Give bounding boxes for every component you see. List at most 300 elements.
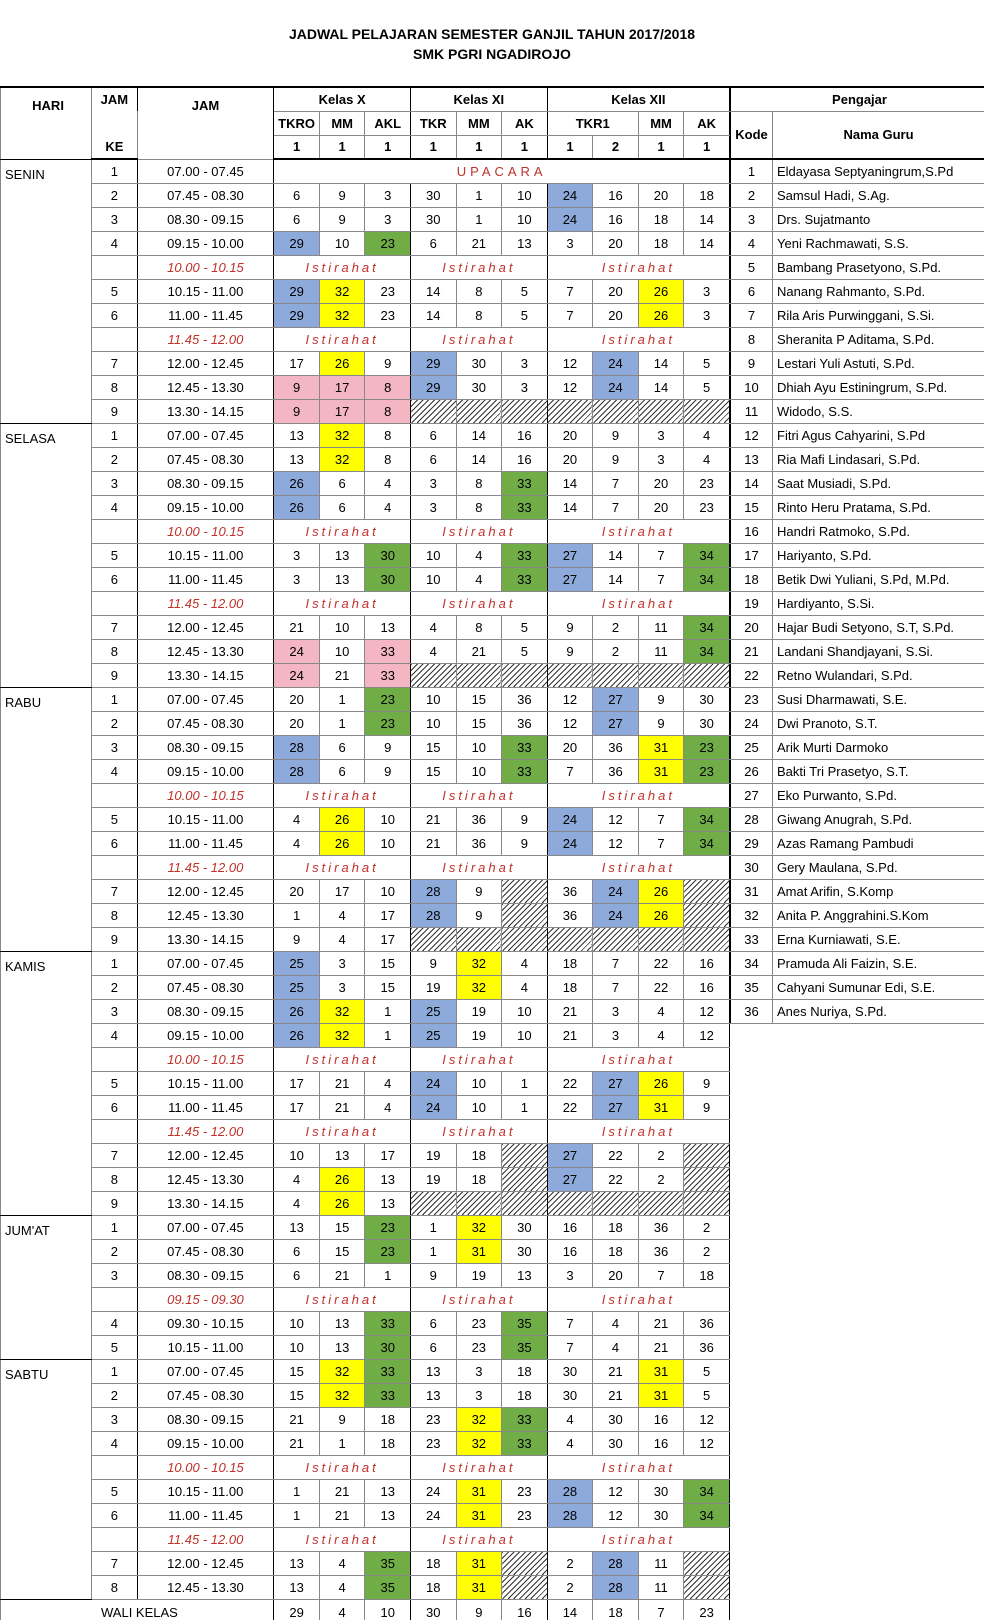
cell-ak-xi bbox=[502, 399, 548, 423]
schedule-row bbox=[1, 639, 730, 663]
teacher-row bbox=[731, 327, 984, 351]
cell-tkr1-2: 20 bbox=[593, 231, 639, 255]
cell-tkr1-1: 2 bbox=[547, 1551, 593, 1575]
teacher-kode: 3 bbox=[731, 207, 773, 231]
cell-akl: 23 bbox=[365, 687, 411, 711]
teacher-nama: Pramuda Ali Faizin, S.E. bbox=[773, 951, 984, 975]
period-number: 8 bbox=[92, 639, 138, 663]
cell-tkr bbox=[411, 399, 457, 423]
cell-mm-x: 17 bbox=[319, 375, 365, 399]
cell-tkro: 9 bbox=[274, 375, 320, 399]
cell-tkr1-1: 28 bbox=[547, 1503, 593, 1527]
cell-tkr1-1: 21 bbox=[547, 999, 593, 1023]
cell-tkr1-2: 4 bbox=[593, 1311, 639, 1335]
teacher-row bbox=[731, 711, 984, 735]
cell-ak-xii: 34 bbox=[684, 639, 730, 663]
schedule-row bbox=[1, 1503, 730, 1527]
cell-akl: 30 bbox=[365, 567, 411, 591]
cell-ak-xii: 14 bbox=[684, 231, 730, 255]
teacher-nama: Anita P. Anggrahini.S.Kom bbox=[773, 903, 984, 927]
cell-mm-xi: 3 bbox=[456, 1383, 502, 1407]
schedule-row bbox=[1, 303, 730, 327]
cell-ak-xii bbox=[684, 1575, 730, 1599]
period-number: 4 bbox=[92, 759, 138, 783]
cell-ak-xi: 23 bbox=[502, 1479, 548, 1503]
teacher-kode: 17 bbox=[731, 543, 773, 567]
teacher-kode: 31 bbox=[731, 879, 773, 903]
pengajar-title: Pengajar bbox=[731, 87, 984, 111]
istirahat-label: Istirahat bbox=[547, 1287, 729, 1311]
header-row-classes bbox=[1, 111, 730, 135]
cell-tkr1-2: 36 bbox=[593, 735, 639, 759]
cell-mm-x: 10 bbox=[319, 231, 365, 255]
cell-tkr1-2: 18 bbox=[593, 1215, 639, 1239]
period-time: 13.30 - 14.15 bbox=[137, 399, 274, 423]
period-number: 8 bbox=[92, 1575, 138, 1599]
cell-mm-xi: 8 bbox=[456, 615, 502, 639]
cell-mm-xii: 16 bbox=[638, 1431, 684, 1455]
cell-mm-x: 21 bbox=[319, 1071, 365, 1095]
schedule-row bbox=[1, 1335, 730, 1359]
teacher-row bbox=[731, 927, 984, 951]
istirahat-label: Istirahat bbox=[547, 1119, 729, 1143]
cell-tkro: 17 bbox=[274, 1095, 320, 1119]
teacher-kode: 1 bbox=[731, 159, 773, 183]
cell-tkr1-2: 3 bbox=[593, 999, 639, 1023]
cell-ak-xii: 36 bbox=[684, 1311, 730, 1335]
break-row bbox=[1, 783, 730, 807]
schedule-row bbox=[1, 1239, 730, 1263]
teacher-row bbox=[731, 735, 984, 759]
cell-ak-xi: 33 bbox=[502, 471, 548, 495]
cell-mm-xii: 9 bbox=[638, 687, 684, 711]
period-number bbox=[92, 255, 138, 279]
break-row bbox=[1, 1527, 730, 1551]
teacher-nama: Hajar Budi Setyono, S.T, S.Pd. bbox=[773, 615, 984, 639]
header-rombel: 1 bbox=[684, 135, 730, 159]
cell-tkr: 6 bbox=[411, 1311, 457, 1335]
teacher-nama: Nanang Rahmanto, S.Pd. bbox=[773, 279, 984, 303]
cell-tkr: 28 bbox=[411, 903, 457, 927]
istirahat-label: Istirahat bbox=[411, 1287, 548, 1311]
cell-mm-xi: 8 bbox=[456, 303, 502, 327]
cell-tkro: 13 bbox=[274, 447, 320, 471]
cell-tkr1-2: 21 bbox=[593, 1383, 639, 1407]
teacher-kode: 32 bbox=[731, 903, 773, 927]
teacher-kode: 19 bbox=[731, 591, 773, 615]
schedule-row bbox=[1, 1023, 730, 1047]
period-number: 3 bbox=[92, 735, 138, 759]
cell-tkro: 15 bbox=[274, 1359, 320, 1383]
cell-ak-xii: 30 bbox=[684, 687, 730, 711]
period-time: 09.15 - 10.00 bbox=[137, 231, 274, 255]
cell-ak-xi: 33 bbox=[502, 735, 548, 759]
schedule-table bbox=[0, 86, 730, 1620]
cell-ak-xi: 18 bbox=[502, 1383, 548, 1407]
istirahat-label: Istirahat bbox=[547, 855, 729, 879]
teacher-kode: 35 bbox=[731, 975, 773, 999]
cell-tkr1-1: 7 bbox=[547, 279, 593, 303]
cell-ak-xii: 34 bbox=[684, 543, 730, 567]
cell-ak-xi: 9 bbox=[502, 831, 548, 855]
header-class-mm-xii: MM bbox=[638, 111, 684, 135]
cell-mm-xii: 36 bbox=[638, 1239, 684, 1263]
cell-tkr: 15 bbox=[411, 759, 457, 783]
schedule-row bbox=[1, 903, 730, 927]
period-time: 09.15 - 10.00 bbox=[137, 1023, 274, 1047]
period-number: 4 bbox=[92, 1023, 138, 1047]
schedule-row bbox=[1, 543, 730, 567]
cell-mm-xi: 31 bbox=[456, 1479, 502, 1503]
teacher-kode: 5 bbox=[731, 255, 773, 279]
cell-mm-xi: 31 bbox=[456, 1575, 502, 1599]
wali-kelas-value: 18 bbox=[593, 1599, 639, 1620]
cell-mm-xii: 21 bbox=[638, 1311, 684, 1335]
period-number: 3 bbox=[92, 207, 138, 231]
schedule-row bbox=[1, 1191, 730, 1215]
cell-mm-x: 4 bbox=[319, 927, 365, 951]
teacher-row bbox=[731, 183, 984, 207]
period-number: 7 bbox=[92, 615, 138, 639]
period-time: 11.00 - 11.45 bbox=[137, 831, 274, 855]
break-time: 11.45 - 12.00 bbox=[137, 1527, 274, 1551]
cell-tkro: 13 bbox=[274, 1215, 320, 1239]
cell-tkr: 15 bbox=[411, 735, 457, 759]
period-time: 07.00 - 07.45 bbox=[137, 951, 274, 975]
schedule-row bbox=[1, 879, 730, 903]
cell-tkr1-2: 27 bbox=[593, 687, 639, 711]
schedule-row bbox=[1, 1263, 730, 1287]
cell-mm-xii bbox=[638, 399, 684, 423]
cell-ak-xi: 33 bbox=[502, 567, 548, 591]
break-time: 10.00 - 10.15 bbox=[137, 1047, 274, 1071]
cell-mm-xii: 22 bbox=[638, 951, 684, 975]
period-number bbox=[92, 327, 138, 351]
cell-mm-x: 15 bbox=[319, 1239, 365, 1263]
period-number: 5 bbox=[92, 1071, 138, 1095]
cell-tkr1-1: 12 bbox=[547, 687, 593, 711]
cell-tkr: 24 bbox=[411, 1071, 457, 1095]
schedule-row bbox=[1, 1167, 730, 1191]
cell-ak-xi: 10 bbox=[502, 1023, 548, 1047]
cell-mm-xi: 21 bbox=[456, 231, 502, 255]
teacher-nama: Bakti Tri Prasetyo, S.T. bbox=[773, 759, 984, 783]
cell-tkr: 19 bbox=[411, 1143, 457, 1167]
cell-tkr: 14 bbox=[411, 303, 457, 327]
teacher-row bbox=[731, 303, 984, 327]
cell-tkr1-1: 18 bbox=[547, 975, 593, 999]
istirahat-label: Istirahat bbox=[411, 783, 548, 807]
cell-tkr1-2: 36 bbox=[593, 759, 639, 783]
cell-ak-xi: 16 bbox=[502, 423, 548, 447]
cell-akl: 15 bbox=[365, 951, 411, 975]
cell-mm-xi: 19 bbox=[456, 1023, 502, 1047]
teacher-nama: Cahyani Sumunar Edi, S.E. bbox=[773, 975, 984, 999]
period-number: 9 bbox=[92, 663, 138, 687]
break-row bbox=[1, 855, 730, 879]
cell-mm-x: 32 bbox=[319, 303, 365, 327]
teacher-row bbox=[731, 423, 984, 447]
cell-tkr1-1: 16 bbox=[547, 1215, 593, 1239]
teacher-row bbox=[731, 639, 984, 663]
cell-ak-xi: 10 bbox=[502, 183, 548, 207]
schedule-row bbox=[1, 927, 730, 951]
cell-tkr1-1: 27 bbox=[547, 1167, 593, 1191]
schedule-row bbox=[1, 495, 730, 519]
teacher-kode: 14 bbox=[731, 471, 773, 495]
cell-tkr1-2: 16 bbox=[593, 207, 639, 231]
cell-tkr1-1: 12 bbox=[547, 375, 593, 399]
cell-mm-xi bbox=[456, 927, 502, 951]
teacher-nama: Rinto Heru Pratama, S.Pd. bbox=[773, 495, 984, 519]
cell-tkro: 21 bbox=[274, 1431, 320, 1455]
istirahat-label: Istirahat bbox=[411, 1455, 548, 1479]
break-time: 10.00 - 10.15 bbox=[137, 255, 274, 279]
cell-ak-xi: 30 bbox=[502, 1239, 548, 1263]
cell-ak-xii: 34 bbox=[684, 615, 730, 639]
teacher-kode: 18 bbox=[731, 567, 773, 591]
cell-tkro: 1 bbox=[274, 1479, 320, 1503]
cell-ak-xii: 16 bbox=[684, 975, 730, 999]
istirahat-label: Istirahat bbox=[274, 855, 411, 879]
cell-mm-xii: 16 bbox=[638, 1407, 684, 1431]
cell-tkro: 6 bbox=[274, 1239, 320, 1263]
cell-mm-xi: 8 bbox=[456, 471, 502, 495]
teacher-row bbox=[731, 807, 984, 831]
cell-tkr1-1: 9 bbox=[547, 639, 593, 663]
period-time: 12.45 - 13.30 bbox=[137, 375, 274, 399]
cell-mm-x: 13 bbox=[319, 1143, 365, 1167]
period-number bbox=[92, 1527, 138, 1551]
cell-tkro: 25 bbox=[274, 951, 320, 975]
cell-tkro: 13 bbox=[274, 423, 320, 447]
teacher-kode: 2 bbox=[731, 183, 773, 207]
cell-ak-xii bbox=[684, 1167, 730, 1191]
cell-mm-x: 21 bbox=[319, 1503, 365, 1527]
cell-akl: 13 bbox=[365, 1191, 411, 1215]
istirahat-label: Istirahat bbox=[274, 1287, 411, 1311]
cell-ak-xii: 16 bbox=[684, 951, 730, 975]
teacher-row bbox=[731, 687, 984, 711]
cell-mm-xii: 30 bbox=[638, 1479, 684, 1503]
schedule-row bbox=[1, 447, 730, 471]
cell-ak-xi: 30 bbox=[502, 1215, 548, 1239]
cell-tkr1-1: 24 bbox=[547, 831, 593, 855]
kode-header: Kode bbox=[731, 111, 773, 159]
schedule-row bbox=[1, 735, 730, 759]
cell-mm-xii: 11 bbox=[638, 1551, 684, 1575]
cell-mm-x: 9 bbox=[319, 207, 365, 231]
cell-mm-xii: 31 bbox=[638, 735, 684, 759]
cell-mm-xi: 3 bbox=[456, 1359, 502, 1383]
header-class-tkro: TKRO bbox=[274, 111, 320, 135]
cell-tkr bbox=[411, 663, 457, 687]
teacher-nama: Samsul Hadi, S.Ag. bbox=[773, 183, 984, 207]
istirahat-label: Istirahat bbox=[547, 327, 729, 351]
period-time: 13.30 - 14.15 bbox=[137, 663, 274, 687]
cell-tkr: 1 bbox=[411, 1215, 457, 1239]
cell-tkr1-2: 7 bbox=[593, 495, 639, 519]
cell-mm-xii: 26 bbox=[638, 903, 684, 927]
period-time: 12.45 - 13.30 bbox=[137, 639, 274, 663]
header-class-mm-x: MM bbox=[319, 111, 365, 135]
cell-tkro: 4 bbox=[274, 1191, 320, 1215]
teacher-nama: Hariyanto, S.Pd. bbox=[773, 543, 984, 567]
teacher-kode: 33 bbox=[731, 927, 773, 951]
period-number: 1 bbox=[92, 159, 138, 183]
period-time: 07.00 - 07.45 bbox=[137, 687, 274, 711]
cell-ak-xi bbox=[502, 1575, 548, 1599]
teacher-header-row bbox=[731, 87, 984, 111]
cell-akl: 4 bbox=[365, 1095, 411, 1119]
cell-mm-xii bbox=[638, 927, 684, 951]
period-time: 10.15 - 11.00 bbox=[137, 279, 274, 303]
teacher-nama: Rila Aris Purwinggani, S.Si. bbox=[773, 303, 984, 327]
header-class-tkr1: TKR1 bbox=[547, 111, 638, 135]
cell-akl: 18 bbox=[365, 1431, 411, 1455]
cell-tkr bbox=[411, 1191, 457, 1215]
cell-ak-xii: 23 bbox=[684, 495, 730, 519]
cell-ak-xii: 18 bbox=[684, 183, 730, 207]
cell-tkr1-2: 20 bbox=[593, 279, 639, 303]
teacher-table bbox=[730, 86, 984, 1024]
teacher-row bbox=[731, 159, 984, 183]
period-number: 6 bbox=[92, 1095, 138, 1119]
cell-ak-xi: 4 bbox=[502, 975, 548, 999]
cell-tkr: 4 bbox=[411, 615, 457, 639]
teacher-kode: 27 bbox=[731, 783, 773, 807]
teacher-nama: Yeni Rachmawati, S.S. bbox=[773, 231, 984, 255]
break-row bbox=[1, 1119, 730, 1143]
cell-ak-xii: 34 bbox=[684, 567, 730, 591]
cell-mm-x: 4 bbox=[319, 1575, 365, 1599]
cell-akl: 10 bbox=[365, 879, 411, 903]
istirahat-label: Istirahat bbox=[547, 1527, 729, 1551]
teacher-row bbox=[731, 471, 984, 495]
cell-akl: 8 bbox=[365, 423, 411, 447]
cell-tkro: 20 bbox=[274, 711, 320, 735]
istirahat-label: Istirahat bbox=[274, 1047, 411, 1071]
teacher-nama: Lestari Yuli Astuti, S.Pd. bbox=[773, 351, 984, 375]
cell-tkro: 29 bbox=[274, 231, 320, 255]
teacher-row bbox=[731, 351, 984, 375]
cell-mm-xii: 7 bbox=[638, 807, 684, 831]
cell-mm-x: 17 bbox=[319, 399, 365, 423]
period-number: 9 bbox=[92, 1191, 138, 1215]
cell-ak-xii: 9 bbox=[684, 1095, 730, 1119]
schedule-row bbox=[1, 687, 730, 711]
cell-ak-xii: 5 bbox=[684, 1359, 730, 1383]
header-class-akl: AKL bbox=[365, 111, 411, 135]
header-jam-blank bbox=[92, 111, 138, 135]
cell-tkr1-2: 2 bbox=[593, 615, 639, 639]
title-line-1: JADWAL PELAJARAN SEMESTER GANJIL TAHUN 2017/2018 bbox=[288, 26, 696, 42]
period-number: 2 bbox=[92, 447, 138, 471]
header-rombel: 2 bbox=[593, 135, 639, 159]
cell-tkro: 29 bbox=[274, 303, 320, 327]
cell-ak-xii: 23 bbox=[684, 471, 730, 495]
cell-mm-xii: 9 bbox=[638, 711, 684, 735]
day-name: RABU bbox=[1, 687, 92, 951]
cell-mm-xi: 23 bbox=[456, 1335, 502, 1359]
cell-ak-xii: 12 bbox=[684, 1023, 730, 1047]
cell-tkr1-2: 12 bbox=[593, 1479, 639, 1503]
teacher-row bbox=[731, 975, 984, 999]
schedule-row bbox=[1, 1383, 730, 1407]
cell-akl: 23 bbox=[365, 303, 411, 327]
teacher-nama: Azas Ramang Pambudi bbox=[773, 831, 984, 855]
cell-tkr1-2: 2 bbox=[593, 639, 639, 663]
cell-mm-xii: 30 bbox=[638, 1503, 684, 1527]
cell-tkr: 30 bbox=[411, 183, 457, 207]
day-name: SENIN bbox=[1, 159, 92, 423]
cell-mm-xii: 14 bbox=[638, 351, 684, 375]
cell-mm-xi: 21 bbox=[456, 639, 502, 663]
cell-mm-x: 9 bbox=[319, 183, 365, 207]
cell-mm-xii: 20 bbox=[638, 183, 684, 207]
cell-ak-xii bbox=[684, 663, 730, 687]
cell-tkr: 18 bbox=[411, 1575, 457, 1599]
break-row bbox=[1, 591, 730, 615]
cell-tkr: 9 bbox=[411, 951, 457, 975]
cell-tkr1-1: 7 bbox=[547, 1311, 593, 1335]
cell-mm-xi: 18 bbox=[456, 1143, 502, 1167]
cell-ak-xi bbox=[502, 903, 548, 927]
period-number: 4 bbox=[92, 495, 138, 519]
header-rombel: 1 bbox=[411, 135, 457, 159]
istirahat-label: Istirahat bbox=[274, 1119, 411, 1143]
cell-mm-x: 26 bbox=[319, 807, 365, 831]
cell-mm-xi: 19 bbox=[456, 1263, 502, 1287]
period-time: 07.00 - 07.45 bbox=[137, 159, 274, 183]
cell-mm-x: 26 bbox=[319, 1191, 365, 1215]
schedule-row bbox=[1, 1143, 730, 1167]
cell-tkro: 26 bbox=[274, 999, 320, 1023]
period-time: 07.00 - 07.45 bbox=[137, 1215, 274, 1239]
cell-akl: 18 bbox=[365, 1407, 411, 1431]
period-number: 1 bbox=[92, 951, 138, 975]
cell-tkr: 25 bbox=[411, 999, 457, 1023]
cell-mm-xi bbox=[456, 1191, 502, 1215]
break-time: 11.45 - 12.00 bbox=[137, 327, 274, 351]
period-time: 10.15 - 11.00 bbox=[137, 1479, 274, 1503]
cell-tkr1-2: 27 bbox=[593, 1095, 639, 1119]
istirahat-label: Istirahat bbox=[274, 1527, 411, 1551]
teacher-nama: Amat Arifin, S.Komp bbox=[773, 879, 984, 903]
period-time: 08.30 - 09.15 bbox=[137, 735, 274, 759]
cell-tkr: 25 bbox=[411, 1023, 457, 1047]
cell-ak-xii: 3 bbox=[684, 279, 730, 303]
cell-mm-xi: 32 bbox=[456, 975, 502, 999]
cell-akl: 3 bbox=[365, 183, 411, 207]
cell-mm-x: 21 bbox=[319, 663, 365, 687]
cell-mm-x: 32 bbox=[319, 1359, 365, 1383]
period-time: 12.00 - 12.45 bbox=[137, 351, 274, 375]
period-time: 08.30 - 09.15 bbox=[137, 1263, 274, 1287]
cell-akl: 8 bbox=[365, 375, 411, 399]
day-name: SABTU bbox=[1, 1359, 92, 1599]
header-hari: HARI bbox=[1, 87, 92, 159]
cell-tkr: 28 bbox=[411, 879, 457, 903]
cell-ak-xii bbox=[684, 1143, 730, 1167]
teacher-nama: Landani Shandjayani, S.Si. bbox=[773, 639, 984, 663]
cell-mm-xii: 26 bbox=[638, 879, 684, 903]
period-time: 09.15 - 10.00 bbox=[137, 1431, 274, 1455]
teacher-body bbox=[731, 87, 984, 1023]
period-time: 08.30 - 09.15 bbox=[137, 999, 274, 1023]
cell-akl: 33 bbox=[365, 663, 411, 687]
cell-mm-x: 6 bbox=[319, 471, 365, 495]
